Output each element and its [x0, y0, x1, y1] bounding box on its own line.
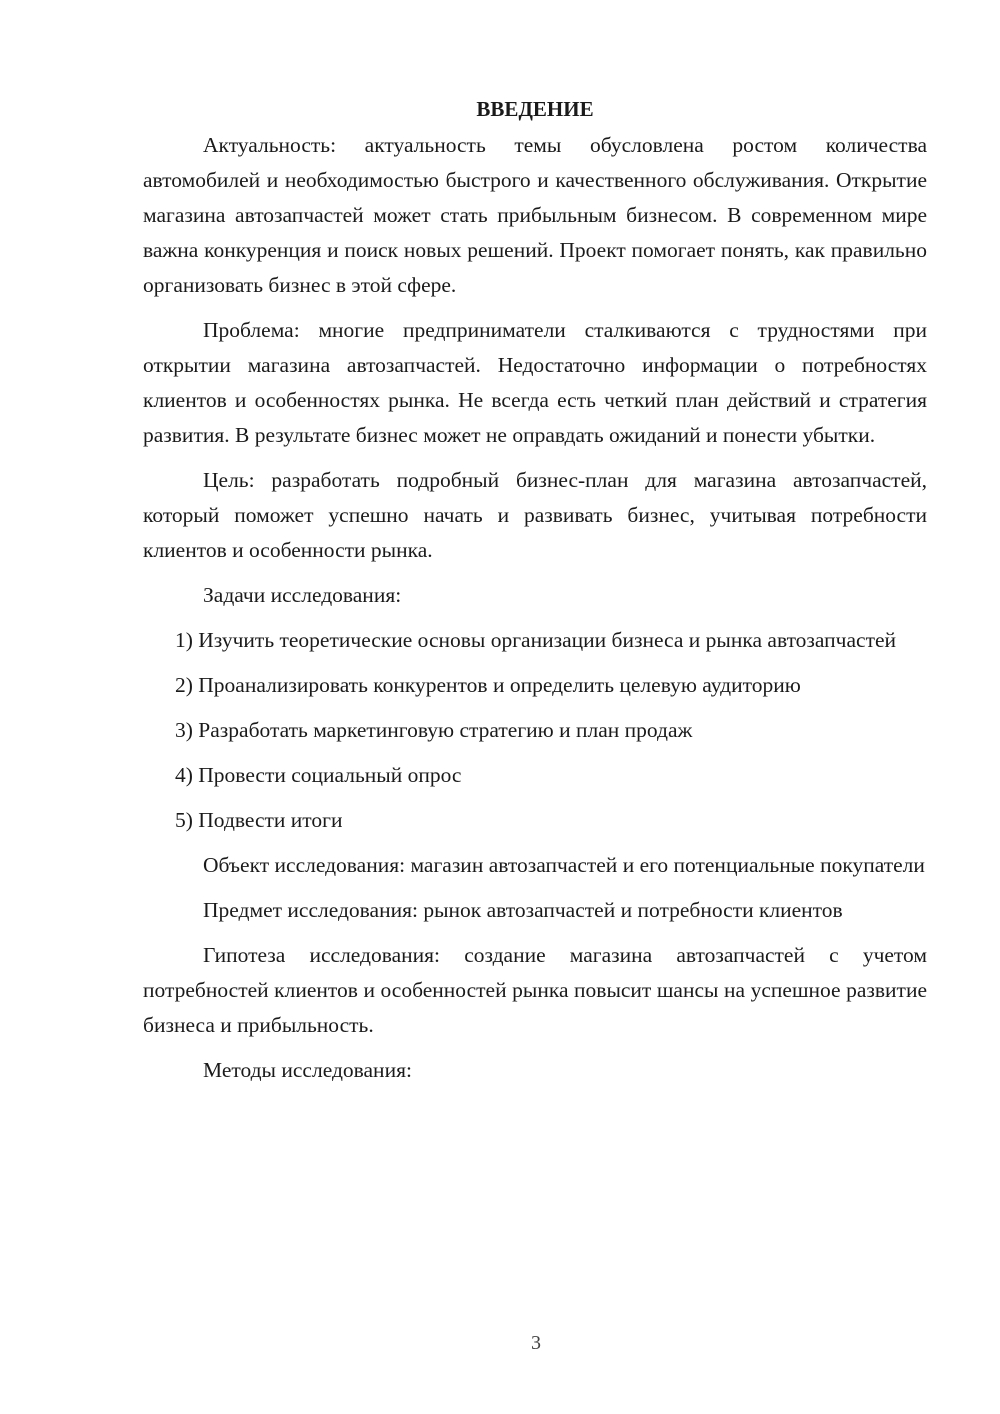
- task-item: 2) Проанализировать конкурентов и определить целевую аудиторию: [175, 673, 801, 697]
- document-page: [143, 92, 927, 1098]
- task-item: 1) Изучить теоретические основы организации бизнеса и рынка автозапчастей: [175, 628, 897, 652]
- page-title: ВВЕДЕНИЕ: [476, 97, 594, 121]
- problem-paragraph: Проблема: многие предприниматели сталкиваются с трудностями при открытии магазина автозапчастей. Недостаточно информации о потребностях клиентов и особенностях рынка. Не всегда есть четкий план действий и стратегия развития. В результате бизнес может не оправдать ожиданий и понести убытки.: [143, 318, 927, 447]
- page-number: 3: [531, 1332, 541, 1354]
- task-item: 3) Разработать маркетинговую стратегию и план продаж: [175, 718, 693, 742]
- subject-paragraph: Предмет исследования: рынок автозапчастей и потребности клиентов: [203, 898, 843, 922]
- methods-paragraph: Методы исследования:: [203, 1058, 412, 1082]
- tasks-heading: Задачи исследования:: [203, 583, 402, 607]
- task-item: 4) Провести социальный опрос: [175, 763, 462, 787]
- goal-paragraph: Цель: разработать подробный бизнес-план для магазина автозапчастей, который поможет успешно начать и развивать бизнес, учитывая потребности клиентов и особенности рынка.: [143, 468, 927, 562]
- object-paragraph: Объект исследования: магазин автозапчастей и его потенциальные покупатели: [203, 853, 925, 877]
- relevance-paragraph: Актуальность: актуальность темы обусловлена ростом количества автомобилей и необходимостью быстрого и качественного обслуживания. Открытие магазина автозапчастей может стать прибыльным бизнесом. В современном мире важна конкуренция и поиск новых решений. Проект помогает понять, как правильно организовать бизнес в этой сфере.: [143, 133, 927, 297]
- task-item: 5) Подвести итоги: [175, 808, 343, 832]
- hypothesis-paragraph: Гипотеза исследования: создание магазина автозапчастей с учетом потребностей клиентов и особенностей рынка повысит шансы на успешное развитие бизнеса и прибыльность.: [143, 943, 927, 1037]
- task-list: [143, 623, 927, 838]
